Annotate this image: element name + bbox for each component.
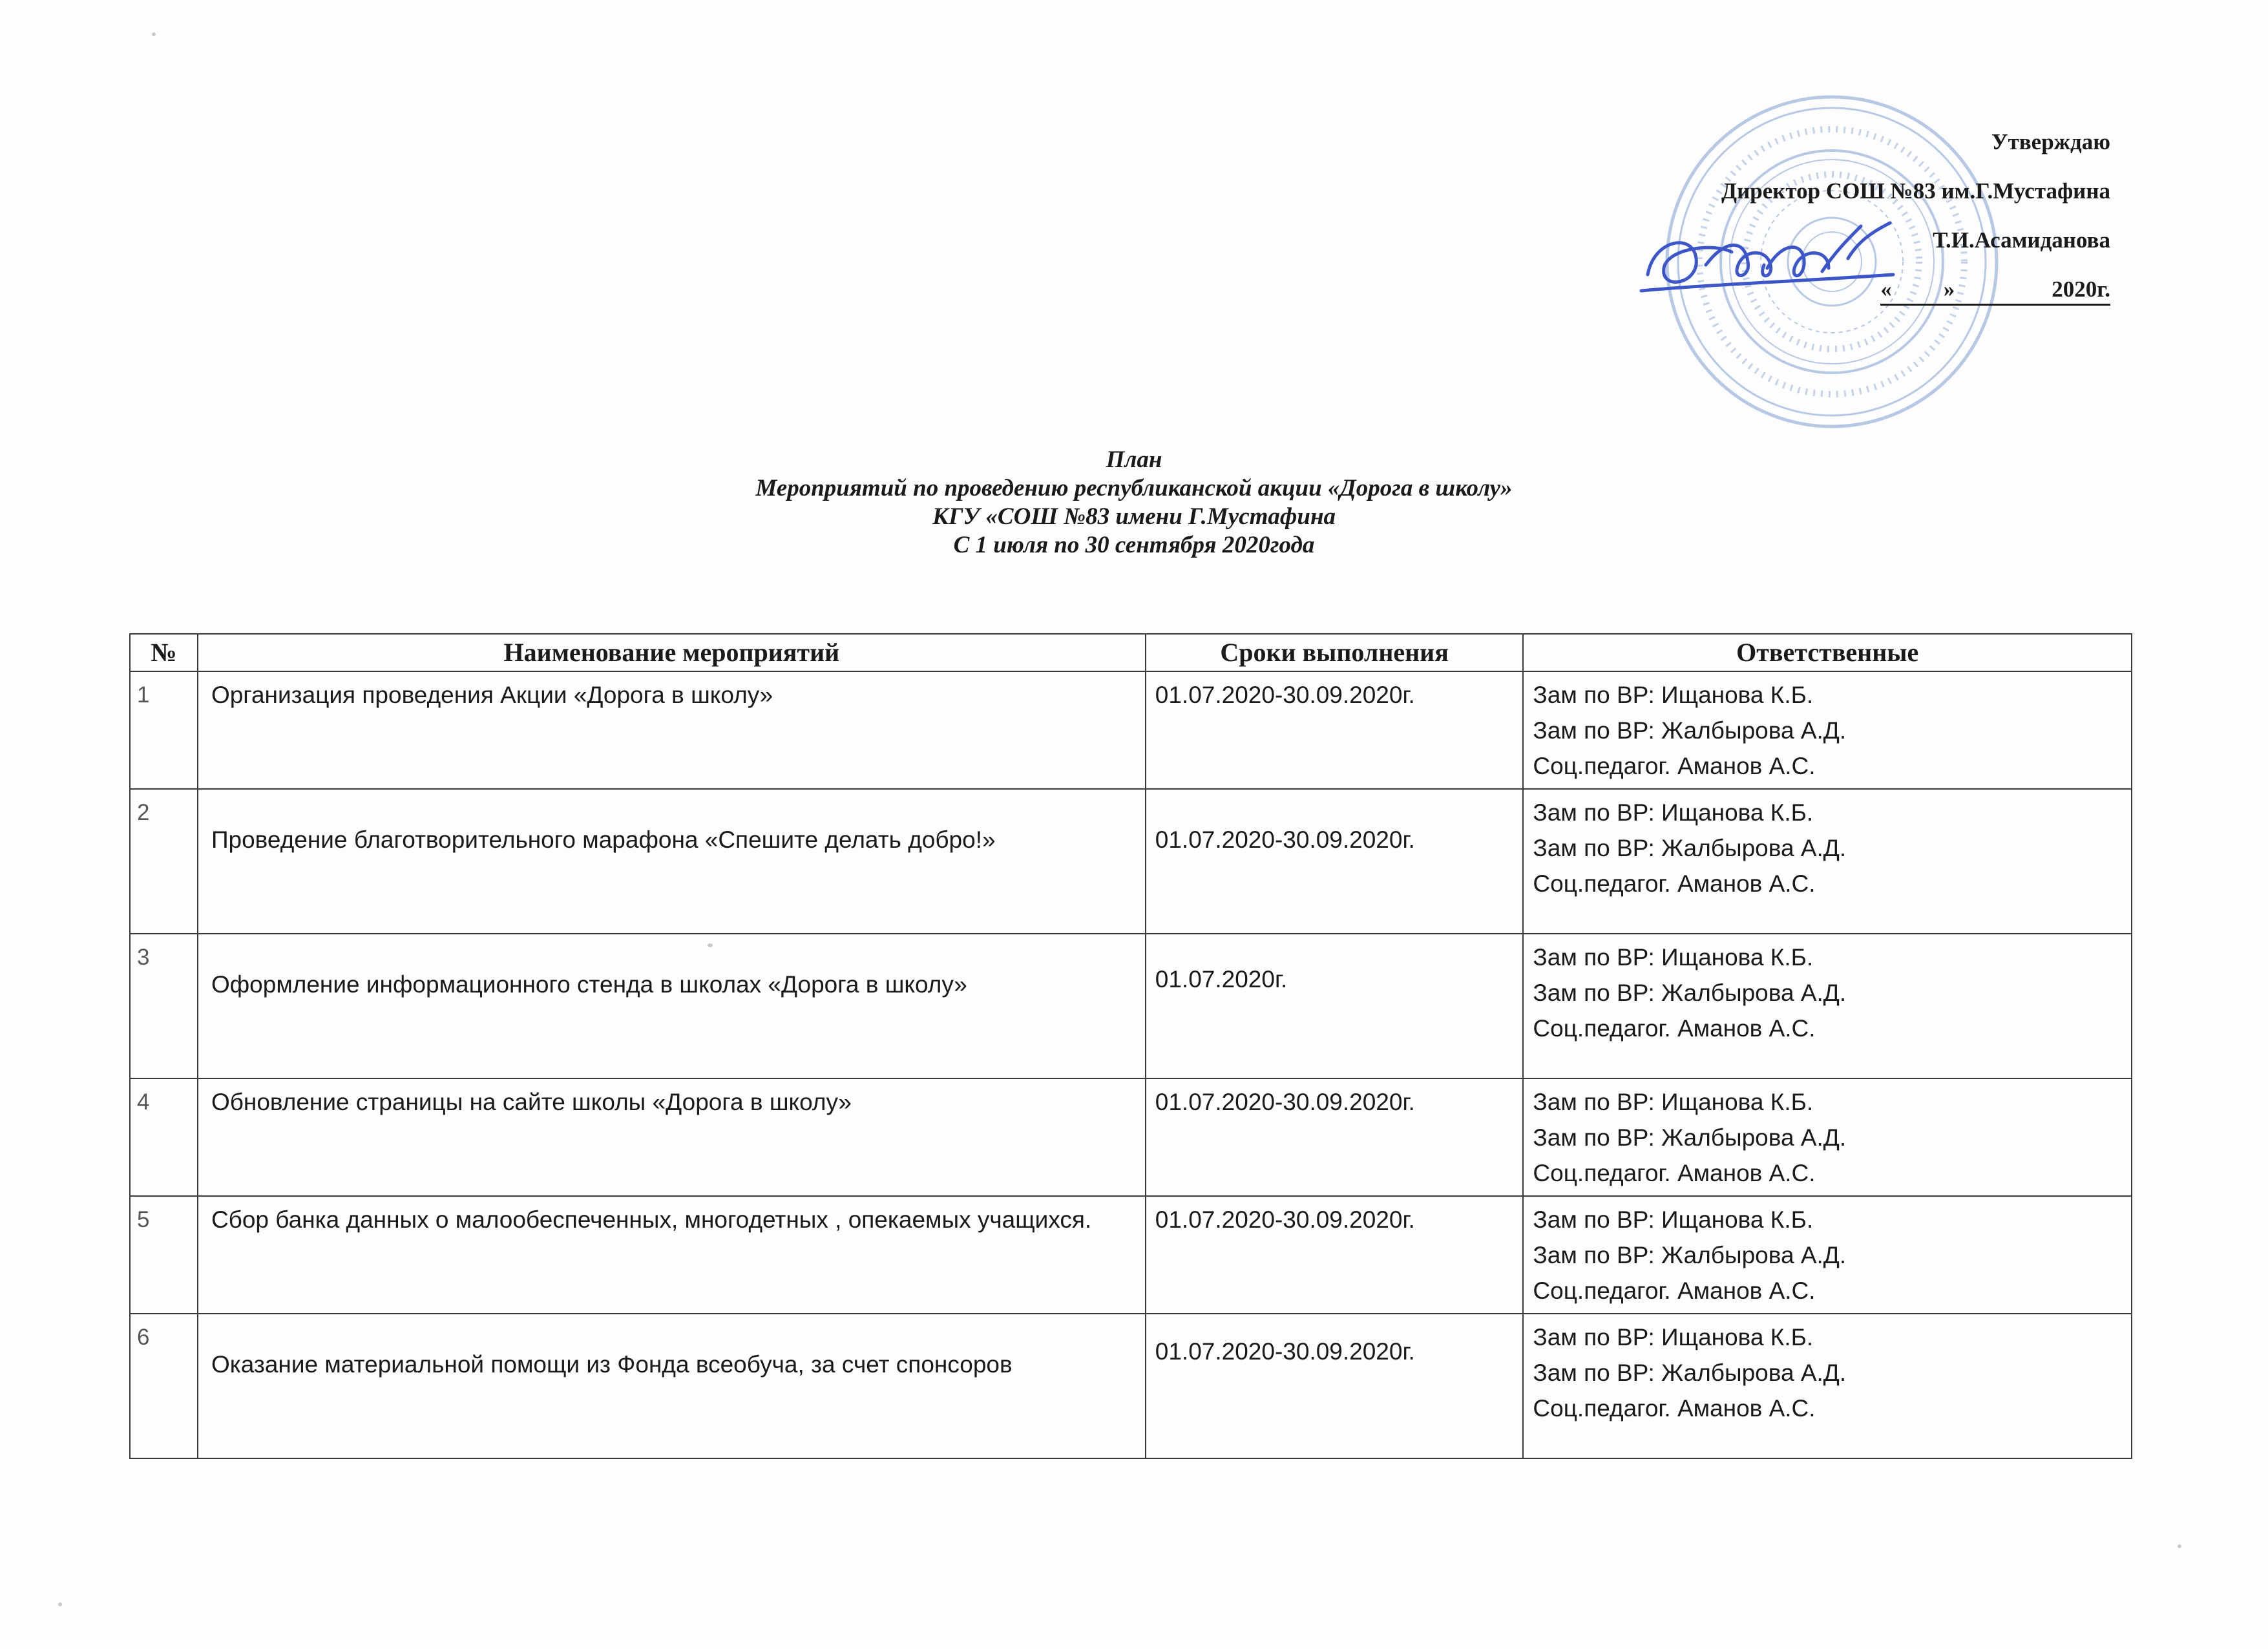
table-row bbox=[130, 1314, 2132, 1458]
row-event-name: Оформление информационного стенда в школах «Дорога в школу» bbox=[198, 934, 1146, 1078]
responsible-person: Зам по ВР: Жалбырова А.Д. bbox=[1533, 1242, 1847, 1268]
row-deadline: 01.07.2020-30.09.2020г. bbox=[1146, 1314, 1524, 1458]
header-number: № bbox=[130, 634, 198, 671]
row-responsible bbox=[1523, 1196, 2132, 1314]
approval-block bbox=[1721, 118, 2110, 314]
responsible-person: Соц.педагог. Аманов А.С. bbox=[1533, 1015, 1816, 1042]
title-line-1: План bbox=[1106, 446, 1162, 473]
row-number: 6 bbox=[130, 1314, 198, 1458]
table-row bbox=[130, 671, 2132, 789]
row-event-name: Оказание материальной помощи из Фонда всеобуча, за счет спонсоров bbox=[198, 1314, 1146, 1458]
row-deadline: 01.07.2020-30.09.2020г. bbox=[1146, 1078, 1524, 1196]
title-line-3: КГУ «СОШ №83 имени Г.Мустафина bbox=[932, 503, 1336, 530]
row-responsible bbox=[1523, 934, 2132, 1078]
row-event-name: Организация проведения Акции «Дорога в школу» bbox=[198, 671, 1146, 789]
row-responsible bbox=[1523, 671, 2132, 789]
responsible-person: Соц.педагог. Аманов А.С. bbox=[1533, 1160, 1816, 1186]
document-title bbox=[0, 446, 2268, 560]
row-deadline: 01.07.2020-30.09.2020г. bbox=[1146, 1196, 1524, 1314]
header-event-name: Наименование мероприятий bbox=[198, 634, 1146, 671]
approval-date-year: 2020г. bbox=[2052, 277, 2110, 302]
row-responsible bbox=[1523, 1314, 2132, 1458]
responsible-person: Зам по ВР: Жалбырова А.Д. bbox=[1533, 980, 1847, 1006]
responsible-person: Соц.педагог. Аманов А.С. bbox=[1533, 753, 1816, 779]
title-line-2: Мероприятий по проведению республиканской акции «Дорога в школу» bbox=[755, 475, 1513, 501]
table-row bbox=[130, 1196, 2132, 1314]
row-number: 2 bbox=[130, 789, 198, 934]
responsible-person: Соц.педагог. Аманов А.С. bbox=[1533, 1395, 1816, 1422]
row-responsible bbox=[1523, 789, 2132, 934]
approval-name: Т.И.Асамиданова bbox=[1933, 227, 2110, 253]
scan-speck bbox=[58, 1602, 62, 1606]
row-event-name: Обновление страницы на сайте школы «Дорога в школу» bbox=[198, 1078, 1146, 1196]
responsible-person: Зам по ВР: Ищанова К.Б. bbox=[1533, 682, 1814, 708]
responsible-person: Зам по ВР: Ищанова К.Б. bbox=[1533, 1206, 1814, 1233]
approval-label: Утверждаю bbox=[1991, 129, 2110, 154]
responsible-person: Зам по ВР: Ищанова К.Б. bbox=[1533, 799, 1814, 826]
scan-speck bbox=[2178, 1544, 2181, 1548]
responsible-person: Зам по ВР: Жалбырова А.Д. bbox=[1533, 1360, 1847, 1386]
responsible-person: Зам по ВР: Ищанова К.Б. bbox=[1533, 1324, 1814, 1350]
row-event-name: Сбор банка данных о малообеспеченных, многодетных , опекаемых учащихся. bbox=[198, 1196, 1146, 1314]
row-responsible bbox=[1523, 1078, 2132, 1196]
row-deadline: 01.07.2020-30.09.2020г. bbox=[1146, 789, 1524, 934]
responsible-person: Зам по ВР: Ищанова К.Б. bbox=[1533, 944, 1814, 971]
table-header-row bbox=[130, 634, 2132, 671]
header-responsible: Ответственные bbox=[1523, 634, 2132, 671]
table-row bbox=[130, 1078, 2132, 1196]
approval-date-open-quote: « bbox=[1880, 277, 1892, 302]
approval-director: Директор СОШ №83 им.Г.Мустафина bbox=[1721, 178, 2110, 204]
responsible-person: Зам по ВР: Жалбырова А.Д. bbox=[1533, 1124, 1847, 1151]
scan-speck bbox=[152, 32, 156, 36]
row-number: 4 bbox=[130, 1078, 198, 1196]
table-row bbox=[130, 934, 2132, 1078]
row-deadline: 01.07.2020г. bbox=[1146, 934, 1524, 1078]
responsible-person: Зам по ВР: Жалбырова А.Д. bbox=[1533, 717, 1847, 744]
scan-speck bbox=[708, 943, 713, 947]
header-deadlines: Сроки выполнения bbox=[1146, 634, 1524, 671]
responsible-person: Соц.педагог. Аманов А.С. bbox=[1533, 870, 1816, 897]
row-number: 1 bbox=[130, 671, 198, 789]
row-deadline: 01.07.2020-30.09.2020г. bbox=[1146, 671, 1524, 789]
responsible-person: Соц.педагог. Аманов А.С. bbox=[1533, 1277, 1816, 1304]
table-row bbox=[130, 789, 2132, 934]
responsible-person: Зам по ВР: Жалбырова А.Д. bbox=[1533, 835, 1847, 861]
row-number: 5 bbox=[130, 1196, 198, 1314]
title-line-4: С 1 июля по 30 сентября 2020года bbox=[953, 532, 1315, 558]
responsible-person: Зам по ВР: Ищанова К.Б. bbox=[1533, 1089, 1814, 1115]
approval-date-close-quote: » bbox=[1943, 277, 1955, 302]
events-plan-table bbox=[129, 633, 2132, 1459]
approval-date-line bbox=[1880, 275, 2110, 306]
row-number: 3 bbox=[130, 934, 198, 1078]
row-event-name: Проведение благотворительного марафона «Спешите делать добро!» bbox=[198, 789, 1146, 934]
